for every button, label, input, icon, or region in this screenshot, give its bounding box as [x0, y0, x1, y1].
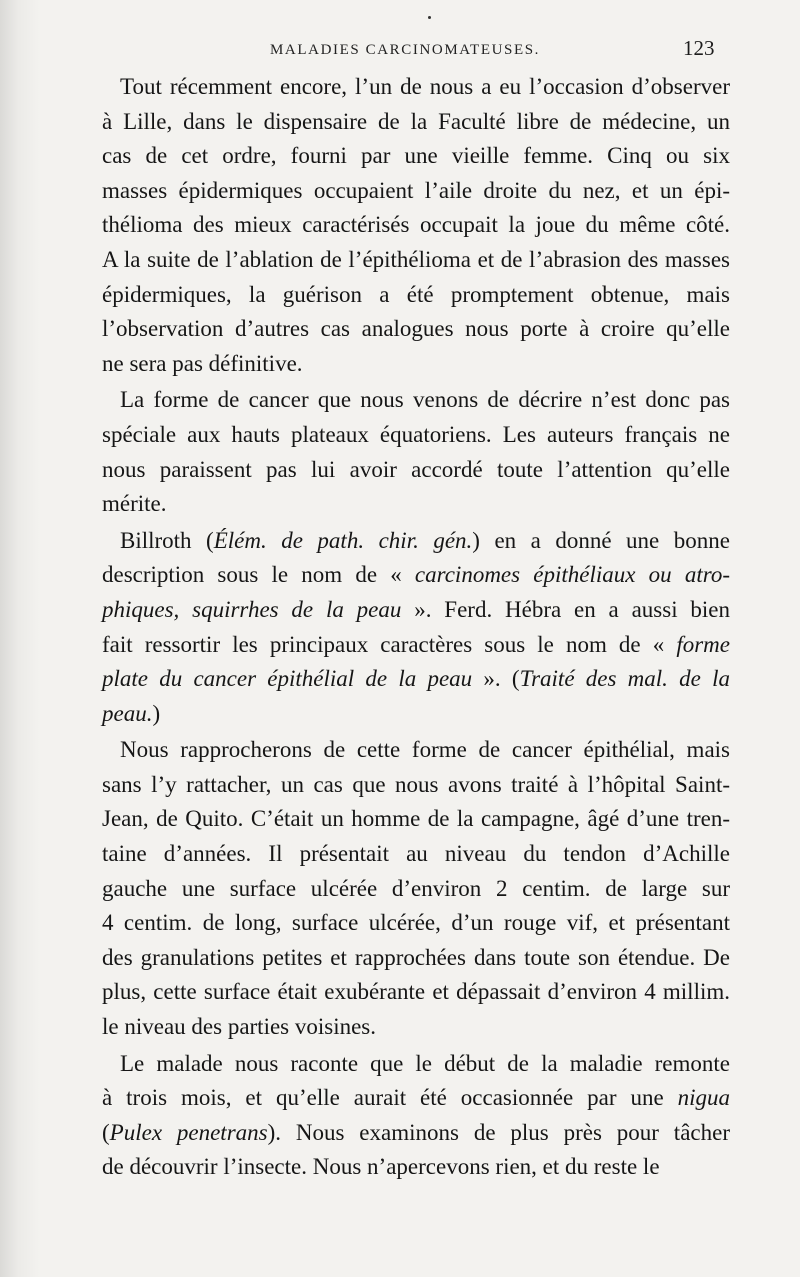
text-line: [102, 1010, 730, 1045]
text-segment: ne sera pas définitive.: [102, 350, 303, 376]
text-line: [102, 558, 730, 593]
italic-segment: Pulex penetrans: [109, 1119, 268, 1145]
text-line: [102, 662, 730, 697]
text-segment: Jean, de Quito. C’était un homme de la campagne, âgé d’une tren-: [102, 806, 730, 832]
text-segment: à trois mois, et qu’elle aurait été occasionnée par une: [102, 1085, 678, 1111]
text-line: [102, 906, 730, 941]
text-line: [102, 243, 730, 278]
text-line: [102, 1081, 730, 1116]
text-line: [102, 208, 730, 243]
text-line: [102, 174, 730, 209]
text-line: [102, 975, 730, 1010]
text-segment: sans l’y rattacher, un cas que nous avons traité à l’hôpital Saint-: [102, 771, 730, 797]
text-line: [102, 487, 730, 522]
text-line: [102, 418, 730, 453]
italic-segment: Élém. de path. chir. gén.: [213, 527, 473, 553]
text-segment: Le malade nous raconte que le début de la maladie remonte: [120, 1050, 730, 1076]
text-line: [102, 1116, 730, 1151]
text-segment: nous paraissent pas lui avoir accordé toute l’attention qu’elle: [102, 456, 730, 482]
text-line: [102, 1047, 730, 1082]
text-segment: des granulations petites et rapprochées dans toute son étendue. De: [102, 944, 730, 970]
text-segment: à Lille, dans le dispensaire de la Faculté libre de médecine, un: [102, 108, 730, 134]
page-number: 123: [683, 36, 715, 60]
italic-segment: plate du cancer épithélial de la peau: [102, 666, 473, 692]
text-segment: l’observation d’autres cas analogues nous porte à croire qu’elle: [102, 316, 730, 342]
text-line: [102, 802, 730, 837]
text-line: [102, 383, 730, 418]
text-segment: Nous rapprocherons de cette forme de cancer épithélial, mais: [120, 737, 730, 763]
text-line: [102, 278, 730, 313]
italic-segment: carcinomes épithéliaux ou atro-: [414, 562, 730, 588]
text-segment: plus, cette surface était exubérante et dépassait d’environ 4 millim.: [102, 979, 730, 1005]
body-text: [102, 70, 730, 1185]
text-line: [102, 941, 730, 976]
text-segment: le niveau des parties voisines.: [102, 1014, 377, 1040]
text-segment: Billroth (: [120, 527, 214, 553]
running-head: MALADIES CARCINOMATEUSES.: [270, 42, 541, 58]
text-segment: fait ressortir les principaux caractères sous le nom de «: [102, 631, 677, 657]
text-segment: spéciale aux hauts plateaux équatoriens. Les auteurs français ne: [102, 421, 730, 447]
text-line: [102, 593, 730, 628]
text-line: [102, 1150, 730, 1185]
text-line: [102, 872, 730, 907]
text-segment: A la suite de l’ablation de l’épithélioma et de l’abrasion des masses: [102, 246, 730, 272]
italic-segment: nigua: [677, 1085, 730, 1111]
text-segment: La forme de cancer que nous venons de décrire n’est donc pas: [120, 387, 730, 413]
text-segment: épidermiques, la guérison a été promptement obtenue, mais: [102, 281, 730, 307]
text-segment: taine d’années. Il présentait au niveau du tendon d’Achille: [102, 841, 730, 867]
text-line: [102, 697, 730, 732]
text-line: [102, 105, 730, 140]
text-segment: de découvrir l’insecte. Nous n’apercevons rien, et du reste le: [102, 1154, 660, 1180]
text-segment: masses épidermiques occupaient l’aile droite du nez, et un épi-: [102, 177, 730, 203]
text-segment: ». (: [472, 666, 520, 692]
text-segment: Tout récemment encore, l’un de nous a eu l’occasion d’observer: [120, 74, 730, 99]
text-segment: description sous le nom de «: [102, 562, 415, 588]
text-line: [102, 733, 730, 768]
text-line: [102, 837, 730, 872]
text-line: [102, 347, 730, 382]
text-line: [102, 628, 730, 663]
text-segment: thélioma des mieux caractérisés occupait la joue du même côté.: [102, 212, 730, 238]
text-segment: ) en a donné une bonne: [472, 527, 730, 553]
text-segment: mérite.: [102, 491, 167, 517]
text-line: [102, 453, 730, 488]
text-line: [102, 139, 730, 174]
text-line: [102, 768, 730, 803]
italic-segment: peau.: [102, 700, 153, 726]
text-line: [102, 70, 730, 105]
italic-segment: forme: [676, 631, 730, 657]
italic-segment: Traité des mal. de la: [519, 666, 730, 692]
text-segment: ). Nous examinons de plus près pour tâcher: [267, 1119, 730, 1145]
text-segment: ». Ferd. Hébra en a aussi bien: [401, 596, 730, 622]
text-segment: cas de cet ordre, fourni par une vieille femme. Cinq ou six: [102, 143, 730, 169]
italic-segment: phiques, squirrhes de la peau: [102, 596, 402, 622]
text-segment: (: [102, 1119, 110, 1145]
text-segment: 4 centim. de long, surface ulcérée, d’un rouge vif, et présentant: [102, 910, 730, 936]
printer-mark-dot: [428, 16, 431, 19]
text-line: [102, 312, 730, 347]
text-segment: ): [152, 700, 161, 726]
text-line: [102, 524, 730, 559]
text-segment: gauche une surface ulcérée d’environ 2 centim. de large sur: [102, 875, 730, 901]
